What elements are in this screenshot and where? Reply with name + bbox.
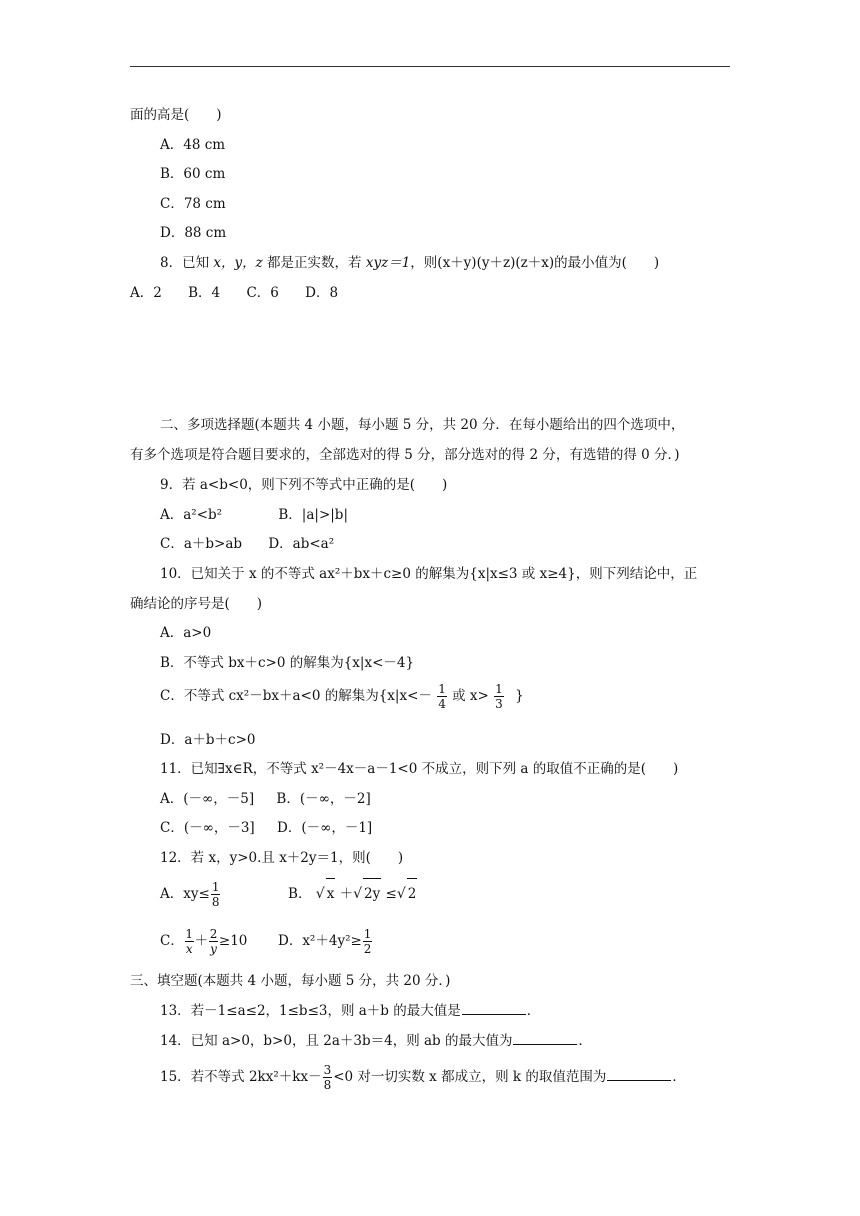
q14-stem [160, 1032, 592, 1050]
q15-frac-den: 8 [323, 1078, 332, 1092]
q8-option-d: D．8 [305, 285, 339, 301]
q12-d-den: 2 [363, 942, 372, 956]
q12-b-root2: 2y [363, 878, 381, 909]
q8-num: 8．已知 [160, 255, 210, 271]
q8-cond: xyz＝1 [365, 255, 411, 271]
q11-option-d: D．(－∞，－1] [277, 820, 373, 836]
q12-d-num: 1 [363, 927, 372, 941]
q9-options-cd [160, 535, 334, 553]
q9-option-a: A．a²<b² [160, 507, 223, 523]
q12-c-tail: ≥10 [218, 933, 248, 949]
q10-option-a: A．a>0 [160, 625, 212, 641]
q10-option-b: B．不等式 bx＋c>0 的解集为{x|x<－4} [160, 655, 415, 671]
q7-option-d: D．88 cm [160, 225, 227, 241]
q10-option-c-mid: 或 x> [452, 688, 489, 704]
q15-answer-blank[interactable] [607, 1068, 671, 1081]
q12-a-num: 1 [211, 880, 220, 894]
q13-answer-blank[interactable] [462, 1002, 526, 1015]
q15-frac-num: 3 [323, 1063, 332, 1077]
q12-b-root1: x [326, 878, 336, 909]
q9-option-d: D．ab<a² [268, 536, 335, 552]
q10-frac1-num: 1 [438, 682, 446, 696]
q11-options-cd [160, 819, 372, 837]
q9-stem: 9．若 a<b<0，则下列不等式中正确的是( ) [160, 477, 448, 493]
q12-c-f1-den: x [185, 942, 193, 956]
q12-option-d-pre: D．x²＋4y²≥ [278, 933, 362, 949]
section3-title: 三、填空题(本题共 4 小题，每小题 5 分，共 20 分．) [130, 973, 451, 989]
q12-d-fraction [363, 927, 373, 956]
q15-pre: 15．若不等式 2kx²＋kx－ [160, 1069, 322, 1085]
q14-text: 14．已知 a>0，b>0，且 2a＋3b＝4，则 ab 的最大值为 [160, 1033, 513, 1049]
q9-options-ab [160, 506, 348, 524]
q10-option-c-pre: C．不等式 cx²－bx＋a<0 的解集为{x|x<－ [160, 688, 432, 704]
q12-option-a-fraction [211, 880, 221, 909]
q10-frac2-num: 1 [495, 682, 503, 696]
q8-option-c: C．6 [246, 285, 279, 301]
q7-stem-tail: 面的高是( ) [130, 107, 222, 123]
q12-c-plus: ＋ [194, 933, 209, 949]
q8-text1: 都是正实数，若 [267, 255, 362, 271]
section2-title-line2: 有多个选项是符合题目要求的，全部选对的得 5 分，部分选对的得 2 分，有选错的得 0 分．) [130, 447, 680, 463]
q10-frac2-den: 3 [495, 697, 503, 711]
q11-options-ab [160, 790, 371, 808]
q12-stem: 12．若 x，y>0.且 x＋2y＝1，则( ) [160, 850, 404, 866]
q9-option-b: B．|a|>|b| [278, 507, 348, 523]
q10-fraction-2 [494, 682, 504, 711]
q12-options-cd [160, 924, 373, 958]
q8-vars: x，y，z [213, 255, 263, 271]
q10-stem-line2: 确结论的序号是( ) [130, 596, 263, 612]
q11-stem: 11．已知∃x∈R，不等式 x²－4x－a－1<0 不成立，则下列 a 的取值不正确的是( ) [160, 761, 679, 777]
q12-option-a-pre: A．xy≤ [160, 886, 210, 902]
q8-option-b: B．4 [188, 285, 221, 301]
q12-c-f2-den: y [210, 942, 217, 956]
q15-end: ． [672, 1069, 686, 1085]
q12-options-ab: A．xy≤ $\frac{1}{8}$ B． √ x ＋√ 2y ≤√ 2 [160, 880, 417, 909]
q10-option-c-end: } [515, 688, 524, 704]
q15-post: <0 对一切实数 x 都成立，则 k 的取值范围为 [333, 1069, 607, 1085]
q10-stem-line1: 10．已知关于 x 的不等式 ax²＋bx＋c≥0 的解集为{x|x≤3 或 x≥4}，则下列结论中，正 [160, 566, 698, 582]
q13-end: ． [526, 1003, 541, 1019]
header-rule [130, 66, 730, 67]
q7-option-b: B．60 cm [160, 166, 226, 182]
q12-b-le: ≤ [385, 886, 397, 902]
q11-option-b: B．(－∞，－2] [276, 791, 371, 807]
q12-b-plus: ＋ [339, 886, 354, 902]
q12-a-den: 8 [211, 895, 220, 909]
q12-b-root3: 2 [407, 878, 418, 909]
q11-option-a: A．(－∞，－5] [160, 791, 255, 807]
q14-answer-blank[interactable] [513, 1032, 577, 1045]
q12-c-f2-num: 2 [209, 927, 218, 941]
q13-text: 13．若－1≤a≤2，1≤b≤3，则 a＋b 的最大值是 [160, 1003, 461, 1019]
q11-option-c: C．(－∞，－3] [160, 820, 255, 836]
q12-c-fraction-1 [185, 927, 194, 956]
q10-fraction-1 [437, 682, 447, 711]
q12-option-c-pre: C． [160, 933, 184, 949]
q12-c-f1-num: 1 [185, 927, 194, 941]
q10-option-d: D．a＋b＋c>0 [160, 732, 256, 748]
q12-c-fraction-2 [209, 927, 218, 956]
q14-end: ． [578, 1033, 592, 1049]
q15-fraction [323, 1063, 333, 1092]
q10-option-c [160, 682, 524, 711]
q9-option-c: C．a＋b>ab [160, 536, 243, 552]
q13-stem [160, 1002, 540, 1020]
q8-option-a: A．2 [130, 285, 162, 301]
q8-options [130, 284, 338, 302]
q8-text2: ，则(x＋y)(y＋z)(z＋x)的最小值为( ) [410, 255, 660, 271]
q15-stem [160, 1062, 686, 1092]
q7-option-a: A．48 cm [160, 137, 226, 153]
q8-stem [160, 254, 659, 272]
q10-frac1-den: 4 [438, 697, 446, 711]
q12-option-b-pre: B． [288, 886, 312, 902]
section2-title-line1: 二、多项选择题(本题共 4 小题，每小题 5 分，共 20 分．在每小题给出的四个选项中， [160, 417, 685, 433]
q7-option-c: C．78 cm [160, 196, 226, 212]
